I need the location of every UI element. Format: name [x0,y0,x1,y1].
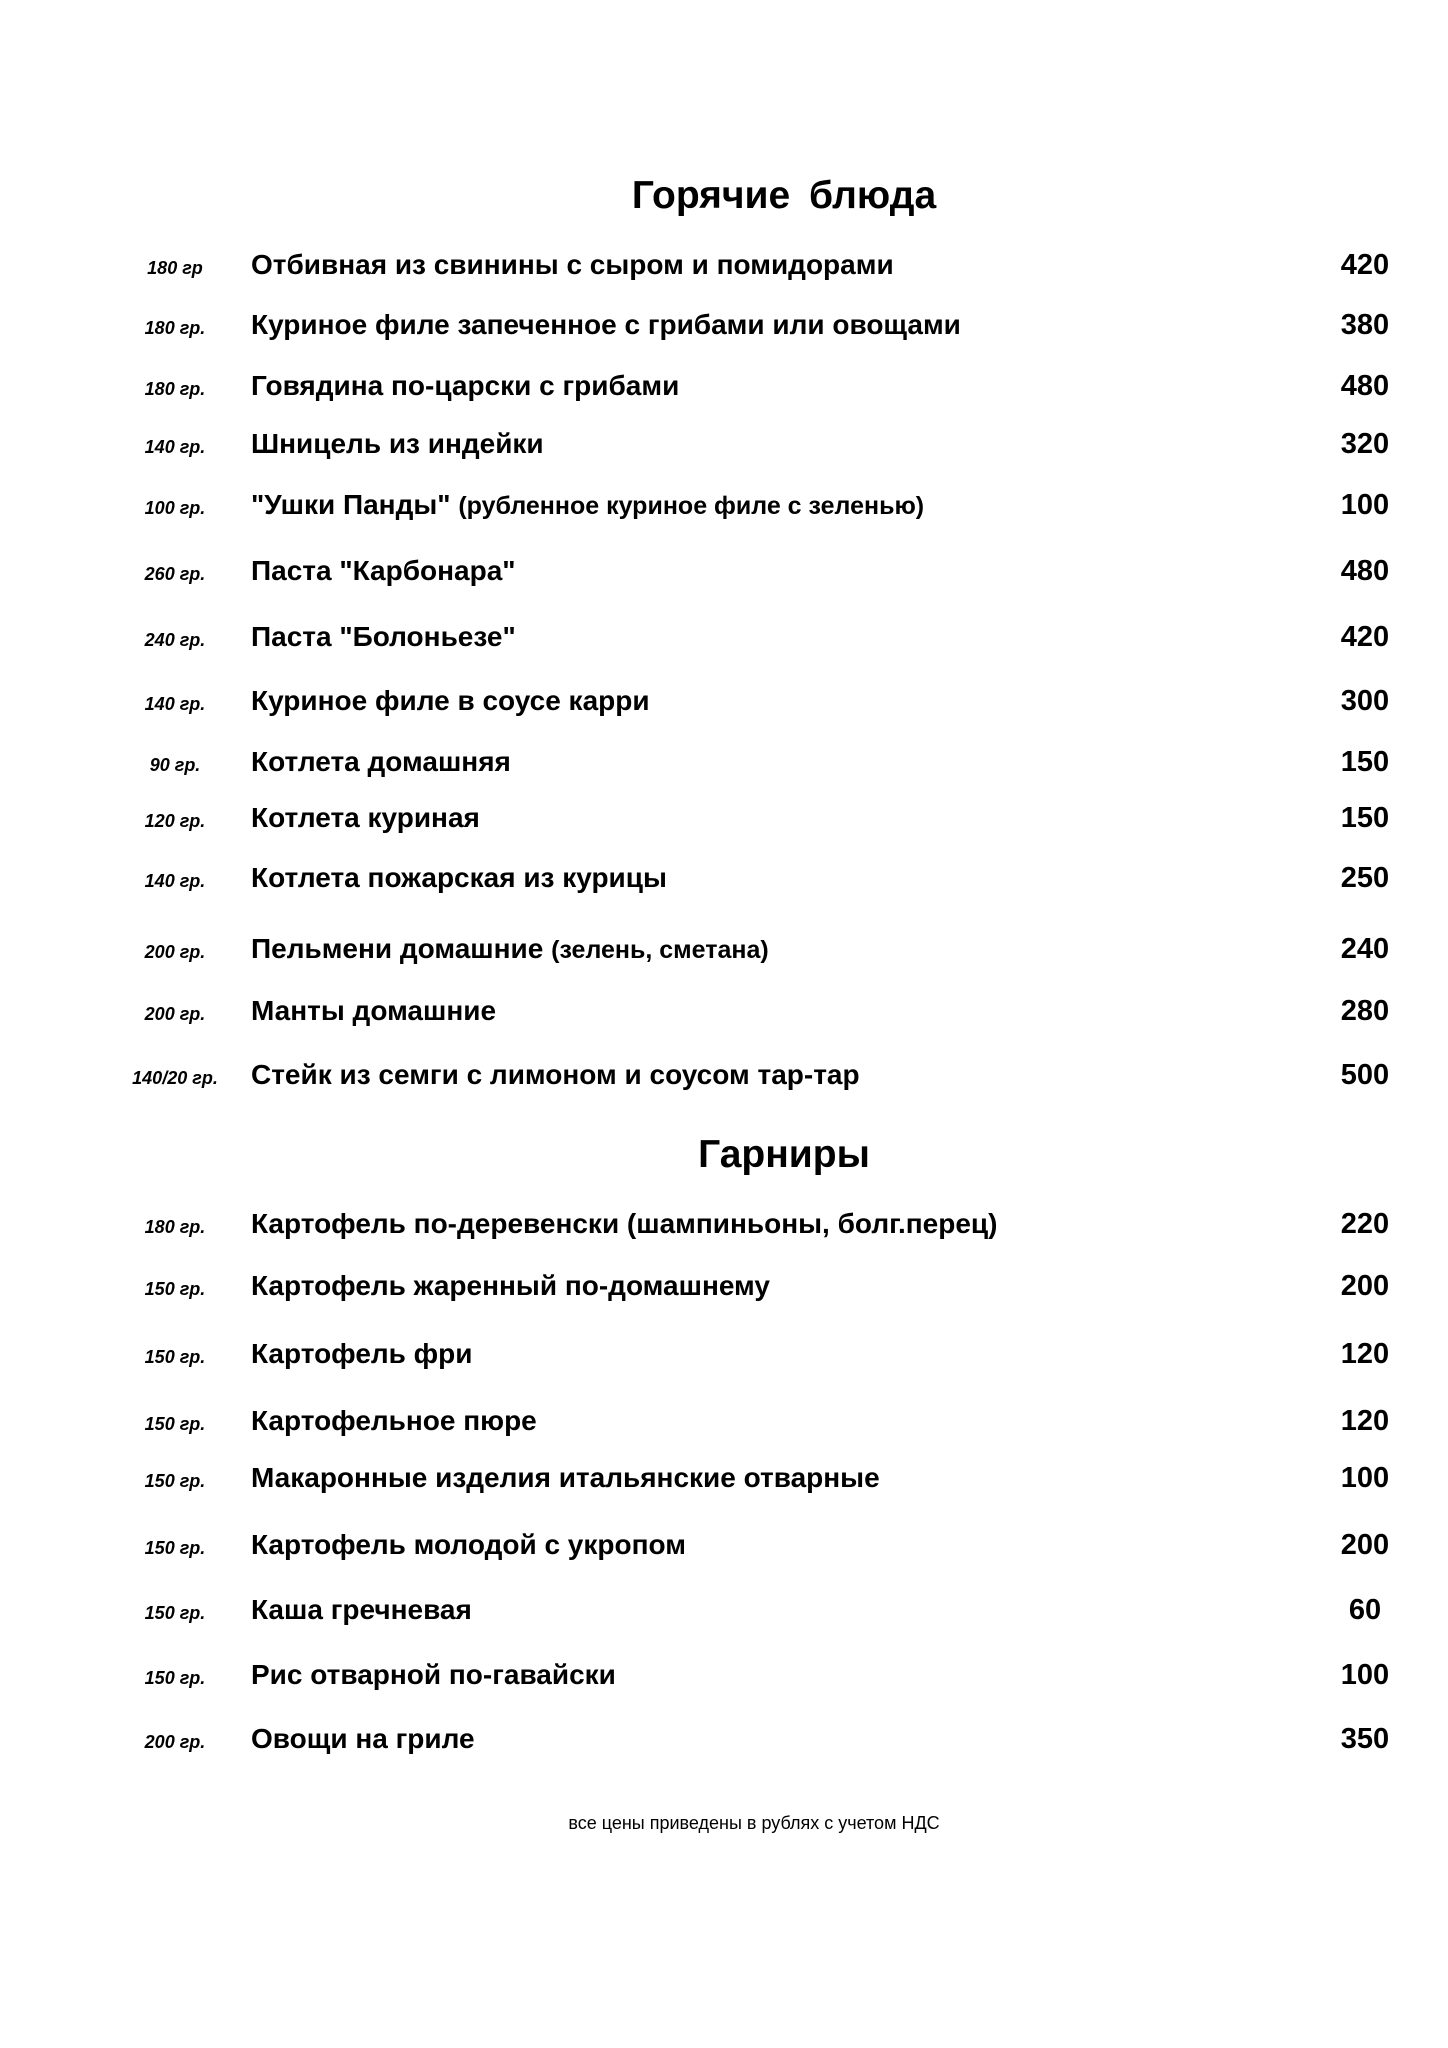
item-price: 150 [1340,746,1390,778]
item-name: Каша гречневая [251,1594,472,1625]
item-price: 480 [1340,555,1390,587]
item-note: (зелень, сметана) [551,936,769,964]
item-note: (рубленное куриное филе с зеленью) [458,492,925,520]
item-weight: 240 гр. [144,630,206,650]
item-name: Говядина по-царски с грибами [251,370,680,401]
item-weight: 150 гр. [144,1668,206,1688]
menu-item [0,305,1448,345]
menu-item [0,1401,1448,1441]
item-weight: 120 гр. [144,811,206,831]
item-weight: 260 гр. [144,564,206,584]
item-weight: 180 гр. [144,379,206,399]
item-price: 380 [1340,309,1390,341]
item-price: 250 [1340,862,1390,894]
item-price: 200 [1340,1529,1390,1561]
price-disclaimer: все цены приведены в рублях с учетом НДС [568,1813,940,1833]
item-price: 100 [1340,1659,1390,1691]
item-price: 150 [1340,802,1390,834]
section-title-hot-dishes: Горячие блюда [631,174,937,217]
item-price: 120 [1340,1338,1390,1370]
item-weight: 180 гр [147,258,203,278]
item-weight: 200 гр. [144,1732,206,1752]
menu-item [0,1204,1448,1244]
menu-item [0,1719,1448,1759]
item-price: 220 [1340,1208,1390,1240]
item-name: Котлета домашняя [251,746,511,777]
item-name: Пельмени домашние (зелень, сметана) [251,933,769,964]
item-name: Отбивная из свинины с сыром и помидорами [251,249,894,280]
item-name: Овощи на гриле [251,1723,475,1754]
item-weight: 150 гр. [144,1414,206,1434]
item-name: Шницель из индейки [251,428,544,459]
item-weight: 140 гр. [144,871,206,891]
item-name: Макаронные изделия итальянские отварные [251,1462,880,1493]
item-name: Паста "Карбонара" [251,555,516,586]
menu-item [0,1334,1448,1374]
item-price: 240 [1340,933,1390,965]
menu-item [0,1458,1448,1498]
menu-item [0,742,1448,782]
menu-item [0,1590,1448,1630]
menu-item [0,424,1448,464]
item-weight: 140 гр. [144,694,206,714]
menu-item [0,366,1448,406]
item-price: 480 [1340,370,1390,402]
item-name: Куриное филе в соусе карри [251,685,650,716]
item-weight: 90 гр. [149,755,201,775]
item-weight: 150 гр. [144,1603,206,1623]
item-name: Картофель по-деревенски (шампиньоны, болг.перец) [251,1208,998,1239]
item-weight: 200 гр. [144,1004,206,1024]
menu-item [0,929,1448,969]
section-title-side-dishes: Гарниры [698,1133,870,1176]
menu-item [0,1525,1448,1565]
item-price: 500 [1340,1059,1390,1091]
item-name: Стейк из семги с лимоном и соусом тар-тар [251,1059,860,1090]
menu-item [0,1055,1448,1095]
menu-item [0,485,1448,525]
item-price: 300 [1340,685,1390,717]
item-name: Манты домашние [251,995,497,1026]
item-weight: 150 гр. [144,1538,206,1558]
item-name: Котлета пожарская из курицы [251,862,667,893]
menu-item [0,798,1448,838]
item-price: 280 [1340,995,1390,1027]
item-name: Котлета куриная [251,802,480,833]
item-weight: 140 гр. [144,437,206,457]
item-name: Картофель фри [251,1338,473,1369]
item-name: Картофель молодой с укропом [251,1529,686,1560]
item-weight: 140/20 гр. [132,1068,218,1088]
menu-item [0,991,1448,1031]
item-name: Паста "Болоньезе" [251,621,516,652]
item-name: Картофель жаренный по-домашнему [251,1270,770,1301]
item-price: 100 [1340,489,1390,521]
item-name: Картофельное пюре [251,1405,537,1436]
item-price: 320 [1340,428,1390,460]
menu-item [0,551,1448,591]
menu-item [0,681,1448,721]
item-price: 350 [1340,1723,1390,1755]
item-price: 420 [1340,621,1390,653]
item-weight: 180 гр. [144,1217,206,1237]
menu-item [0,1655,1448,1695]
menu-item [0,1266,1448,1306]
menu-item [0,858,1448,898]
item-weight: 200 гр. [144,942,206,962]
item-weight: 150 гр. [144,1471,206,1491]
item-weight: 100 гр. [144,498,206,518]
menu-item [0,617,1448,657]
item-price: 420 [1340,249,1390,281]
item-name: Рис отварной по-гавайски [251,1659,616,1690]
item-name: Куриное филе запеченное с грибами или овощами [251,309,961,340]
item-price: 200 [1340,1270,1390,1302]
item-weight: 150 гр. [144,1279,206,1299]
item-name: "Ушки Панды" (рубленное куриное филе с зеленью) [251,489,925,520]
item-weight: 150 гр. [144,1347,206,1367]
menu-item [0,245,1448,285]
item-price: 100 [1340,1462,1390,1494]
item-price: 120 [1340,1405,1390,1437]
item-price: 60 [1348,1594,1382,1626]
item-weight: 180 гр. [144,318,206,338]
